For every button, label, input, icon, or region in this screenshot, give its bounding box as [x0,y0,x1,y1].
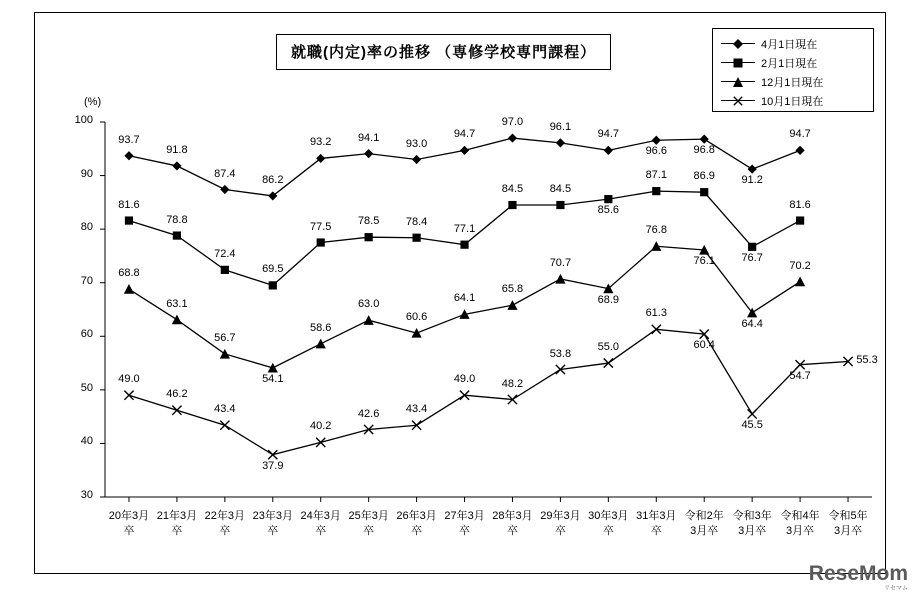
x-axis-tick: 令和5年 3月卒 [828,510,868,537]
data-label: 56.7 [214,331,236,344]
data-label: 54.1 [262,372,284,385]
legend-item-label: 2月1日現在 [761,57,818,70]
data-label: 93.0 [405,137,428,150]
legend-item-3 [721,91,873,110]
data-label: 96.1 [549,120,572,133]
legend-item-label: 10月1日現在 [761,95,824,108]
data-label: 58.6 [310,321,332,334]
data-label: 60.4 [693,339,715,352]
data-label: 94.7 [453,128,476,141]
y-axis-label: (%) [84,96,102,108]
data-label: 94.7 [597,128,620,141]
data-label: 81.6 [789,198,811,211]
x-axis-tick: 令和4年 3月卒 [780,510,820,537]
x-axis-tick: 30年3月 卒 [588,510,629,537]
data-label: 55.0 [597,341,620,354]
x-axis-tick: 27年3月 卒 [444,510,485,537]
y-axis-tick: 70 [80,274,93,287]
data-label: 94.7 [789,128,811,141]
data-label: 60.6 [405,311,428,324]
data-label: 76.1 [693,255,715,268]
data-label: 70.7 [549,256,572,269]
data-label: 72.4 [214,247,236,260]
watermark-text: ReseMom [808,562,908,585]
data-label: 63.1 [166,297,188,310]
square-marker-icon [721,56,755,70]
data-label: 96.6 [645,145,667,158]
data-label: 96.8 [693,144,715,157]
data-label: 78.8 [166,213,188,226]
data-label: 63.0 [357,298,380,311]
cross-marker-icon [721,94,755,108]
data-label: 77.5 [310,220,332,233]
data-label: 53.8 [549,347,572,360]
legend-item-label: 4月1日現在 [761,38,818,51]
data-label: 43.4 [405,403,428,416]
data-label: 37.9 [262,459,284,472]
data-label: 78.4 [405,215,428,228]
data-label: 69.5 [262,263,284,276]
data-label: 85.6 [597,204,620,217]
data-label: 54.7 [789,369,811,382]
triangle-marker-icon [721,75,755,89]
chart-title: 就職(内定)率の推移 （専修学校専門課程） [276,34,611,70]
data-label: 55.3 [856,354,878,367]
data-label: 45.5 [741,418,763,431]
diamond-marker-icon [721,37,755,51]
x-axis-tick: 22年3月 卒 [204,510,246,537]
data-label: 68.8 [118,267,140,280]
data-label: 86.2 [262,173,284,186]
legend-item-0 [721,34,873,53]
data-label: 93.2 [310,136,332,149]
data-label: 86.9 [693,170,715,183]
legend-item-1 [721,53,873,72]
data-label: 64.1 [453,292,476,305]
data-label: 43.4 [214,403,236,416]
x-axis-tick: 令和2年 3月卒 [684,510,724,537]
data-label: 77.1 [453,222,476,235]
data-label: 65.8 [501,283,524,296]
data-label: 91.8 [166,143,188,156]
watermark-sub: リセマム [884,586,908,592]
data-label: 78.5 [357,215,380,228]
x-axis-tick: 24年3月 卒 [300,510,341,537]
data-label: 84.5 [549,183,572,196]
data-label: 48.2 [501,377,524,390]
data-label: 61.3 [645,307,667,320]
data-label: 70.2 [789,259,811,272]
data-label: 76.7 [741,251,763,264]
data-label: 91.2 [741,174,763,187]
x-axis-tick: 21年3月 卒 [156,510,198,537]
y-axis-tick: 50 [80,381,93,394]
legend-item-label: 12月1日現在 [761,76,824,89]
data-label: 87.4 [214,167,236,180]
data-label: 93.7 [118,133,140,146]
y-axis-tick: 60 [80,328,93,341]
watermark [809,562,908,592]
y-axis-tick: 100 [74,114,93,126]
chart-legend [712,28,874,112]
x-axis-tick: 26年3月 卒 [396,510,437,537]
data-label: 76.8 [645,224,667,237]
y-axis-tick: 90 [80,167,93,180]
data-label: 64.4 [741,317,763,330]
data-label: 40.2 [310,420,332,433]
x-axis-tick: 23年3月 卒 [252,510,293,537]
data-label: 94.1 [357,131,380,144]
legend-item-2 [721,72,873,91]
y-axis-tick: 30 [80,489,93,501]
data-label: 42.6 [357,407,380,420]
x-axis-tick: 20年3月 卒 [108,510,150,537]
x-axis-tick: 令和3年 3月卒 [732,510,772,537]
x-axis-tick: 28年3月 卒 [492,510,533,537]
data-label: 97.0 [501,116,524,129]
data-label: 84.5 [501,183,524,196]
x-axis-tick: 31年3月 卒 [636,510,677,537]
data-label: 46.2 [166,388,188,401]
data-label: 81.6 [118,198,140,211]
data-label: 49.0 [453,373,476,386]
x-axis-tick: 29年3月 卒 [540,510,581,537]
data-label: 87.1 [645,169,667,182]
data-label: 49.0 [118,373,140,386]
y-axis-tick: 80 [80,221,93,234]
x-axis-tick: 25年3月 卒 [348,510,389,537]
y-axis-tick: 40 [80,435,93,448]
data-label: 68.9 [597,293,620,306]
